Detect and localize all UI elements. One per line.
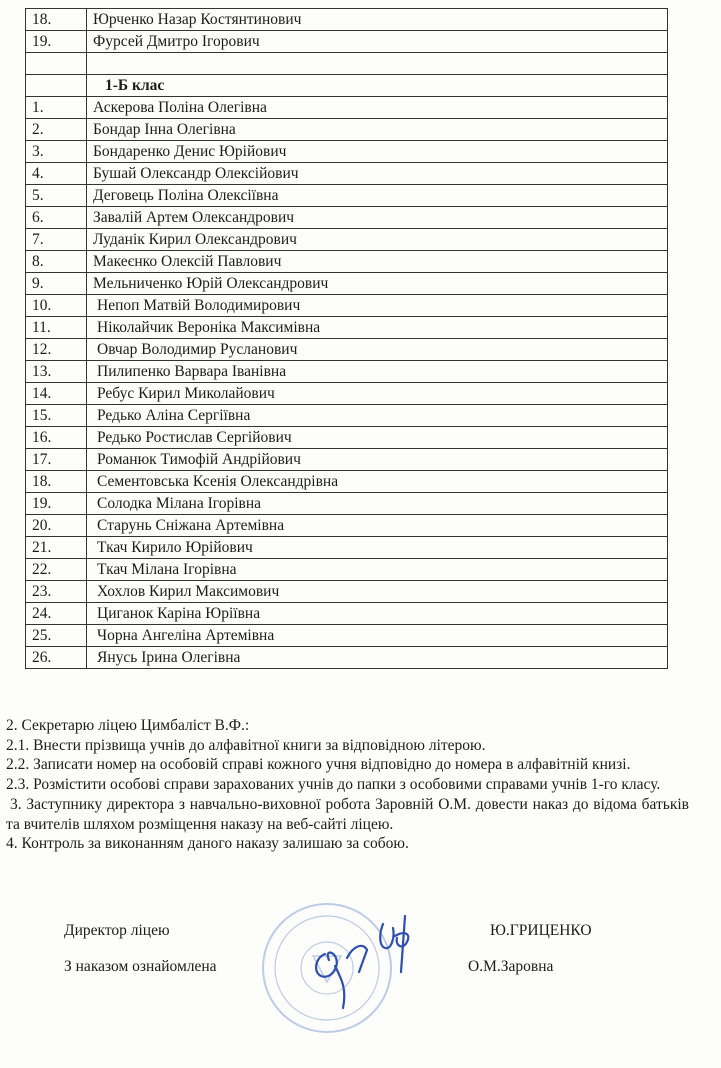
official-stamp-and-signatures bbox=[255, 886, 425, 1046]
table-row bbox=[26, 581, 668, 603]
table-row bbox=[26, 9, 668, 31]
row-number: 19. bbox=[26, 493, 87, 515]
stamp-seal bbox=[263, 904, 391, 1032]
table-row bbox=[26, 405, 668, 427]
student-name: Макеєнко Олексій Павлович bbox=[87, 251, 668, 273]
table-row bbox=[26, 185, 668, 207]
student-name: Аскерова Поліна Олегівна bbox=[87, 97, 668, 119]
table-row bbox=[26, 471, 668, 493]
table-row bbox=[26, 317, 668, 339]
acknowledged-label: З наказом ознайомлена bbox=[64, 958, 217, 975]
student-name: Чорна Ангеліна Артемівна bbox=[87, 625, 668, 647]
order-2: 2. Секретарю ліцею Цимбаліст В.Ф.: bbox=[6, 717, 250, 734]
row-number: 10. bbox=[26, 295, 87, 317]
order-4: 4. Контроль за виконанням даного наказу залишаю за собою. bbox=[6, 835, 409, 853]
director-label: Директор ліцею bbox=[64, 922, 170, 939]
table-row bbox=[26, 603, 668, 625]
roster-body bbox=[26, 9, 668, 669]
order-2-3: 2.3. Розмістити особові справи зарахованих учнів до папки з особовими справами учнів 1-го класу. bbox=[6, 776, 661, 794]
table-row bbox=[26, 537, 668, 559]
table-row bbox=[26, 273, 668, 295]
student-name: Ніколайчик Вероніка Максимівна bbox=[87, 317, 668, 339]
row-number: 22. bbox=[26, 559, 87, 581]
row-number: 13. bbox=[26, 361, 87, 383]
row-number: 25. bbox=[26, 625, 87, 647]
table-row bbox=[26, 207, 668, 229]
acknowledged-name: О.М.Заровна bbox=[468, 958, 554, 975]
table-row bbox=[26, 229, 668, 251]
row-number: 9. bbox=[26, 273, 87, 295]
student-roster-table bbox=[25, 8, 668, 669]
table-row bbox=[26, 119, 668, 141]
row-number: 18. bbox=[26, 471, 87, 493]
student-name: Овчар Володимир Русланович bbox=[87, 339, 668, 361]
student-name: Мельниченко Юрій Олександрович bbox=[87, 273, 668, 295]
table-row bbox=[26, 339, 668, 361]
row-number: 8. bbox=[26, 251, 87, 273]
student-name: Непоп Матвій Володимирович bbox=[87, 295, 668, 317]
student-name: Солодка Мілана Ігорівна bbox=[87, 493, 668, 515]
student-name: Редько Аліна Сергіївна bbox=[87, 405, 668, 427]
table-row bbox=[26, 493, 668, 515]
student-name: Ткач Мілана Ігорівна bbox=[87, 559, 668, 581]
student-name: Завалій Артем Олександрович bbox=[87, 207, 668, 229]
order-3: 3. Заступнику директора з навчально-виховної робота Заровній О.М. довести наказ до відома батьків та вчителів шляхом розміщення наказу на веб-сайті ліцею. bbox=[6, 795, 689, 833]
table-row bbox=[26, 31, 668, 53]
row-number: 1. bbox=[26, 97, 87, 119]
table-row bbox=[26, 295, 668, 317]
student-name: Пилипенко Варвара Іванівна bbox=[87, 361, 668, 383]
row-number: 14. bbox=[26, 383, 87, 405]
order-2-1: 2.1. Внести прізвища учнів до алфавітної книги за відповідною літерою. bbox=[6, 736, 486, 754]
table-row bbox=[26, 361, 668, 383]
table-row bbox=[26, 163, 668, 185]
student-name: Ткач Кирило Юрійович bbox=[87, 537, 668, 559]
student-name: Бушай Олександр Олексійович bbox=[87, 163, 668, 185]
student-name: Бондар Інна Олегівна bbox=[87, 119, 668, 141]
blank-row bbox=[26, 53, 668, 75]
row-number: 12. bbox=[26, 339, 87, 361]
table-row bbox=[26, 559, 668, 581]
student-name: Редько Ростислав Сергійович bbox=[87, 427, 668, 449]
row-number: 16. bbox=[26, 427, 87, 449]
student-name: Бондаренко Денис Юрійович bbox=[87, 141, 668, 163]
student-name: Янусь Ірина Олегівна bbox=[87, 647, 668, 669]
student-name: Деговець Поліна Олексіївна bbox=[87, 185, 668, 207]
student-name: Луданік Кирил Олександрович bbox=[87, 229, 668, 251]
row-number: 26. bbox=[26, 647, 87, 669]
table-row bbox=[26, 647, 668, 669]
row-number: 24. bbox=[26, 603, 87, 625]
row-number: 4. bbox=[26, 163, 87, 185]
student-name: Юрченко Назар Костянтинович bbox=[87, 9, 668, 31]
row-number bbox=[26, 75, 87, 97]
row-number: 21. bbox=[26, 537, 87, 559]
student-name: Романюк Тимофій Андрійович bbox=[87, 449, 668, 471]
table-row bbox=[26, 141, 668, 163]
row-number: 23. bbox=[26, 581, 87, 603]
table-row bbox=[26, 97, 668, 119]
table-row bbox=[26, 251, 668, 273]
student-name: Хохлов Кирил Максимович bbox=[87, 581, 668, 603]
table-row bbox=[26, 625, 668, 647]
director-name: Ю.ГРИЦЕНКО bbox=[490, 922, 592, 939]
table-row bbox=[26, 427, 668, 449]
student-name: Ребус Кирил Миколайович bbox=[87, 383, 668, 405]
row-number bbox=[26, 53, 87, 75]
student-name: Циганок Каріна Юріївна bbox=[87, 603, 668, 625]
row-number: 18. bbox=[26, 9, 87, 31]
student-name: Фурсей Дмитро Ігорович bbox=[87, 31, 668, 53]
table-row bbox=[26, 383, 668, 405]
orders-section bbox=[6, 716, 689, 854]
section-header-row bbox=[26, 75, 668, 97]
student-name: Старунь Сніжана Артемівна bbox=[87, 515, 668, 537]
order-2-2: 2.2. Записати номер на особовій справі кожного учня відповідно до номера в алфавітній книзі. bbox=[6, 756, 631, 774]
student-name: Сементовська Ксенія Олександрівна bbox=[87, 471, 668, 493]
table-row bbox=[26, 515, 668, 537]
row-number: 19. bbox=[26, 31, 87, 53]
row-number: 5. bbox=[26, 185, 87, 207]
table-row bbox=[26, 449, 668, 471]
student-name bbox=[87, 53, 668, 75]
row-number: 7. bbox=[26, 229, 87, 251]
row-number: 3. bbox=[26, 141, 87, 163]
row-number: 6. bbox=[26, 207, 87, 229]
class-title: 1-Б клас bbox=[87, 75, 668, 97]
row-number: 17. bbox=[26, 449, 87, 471]
row-number: 20. bbox=[26, 515, 87, 537]
row-number: 2. bbox=[26, 119, 87, 141]
row-number: 11. bbox=[26, 317, 87, 339]
row-number: 15. bbox=[26, 405, 87, 427]
